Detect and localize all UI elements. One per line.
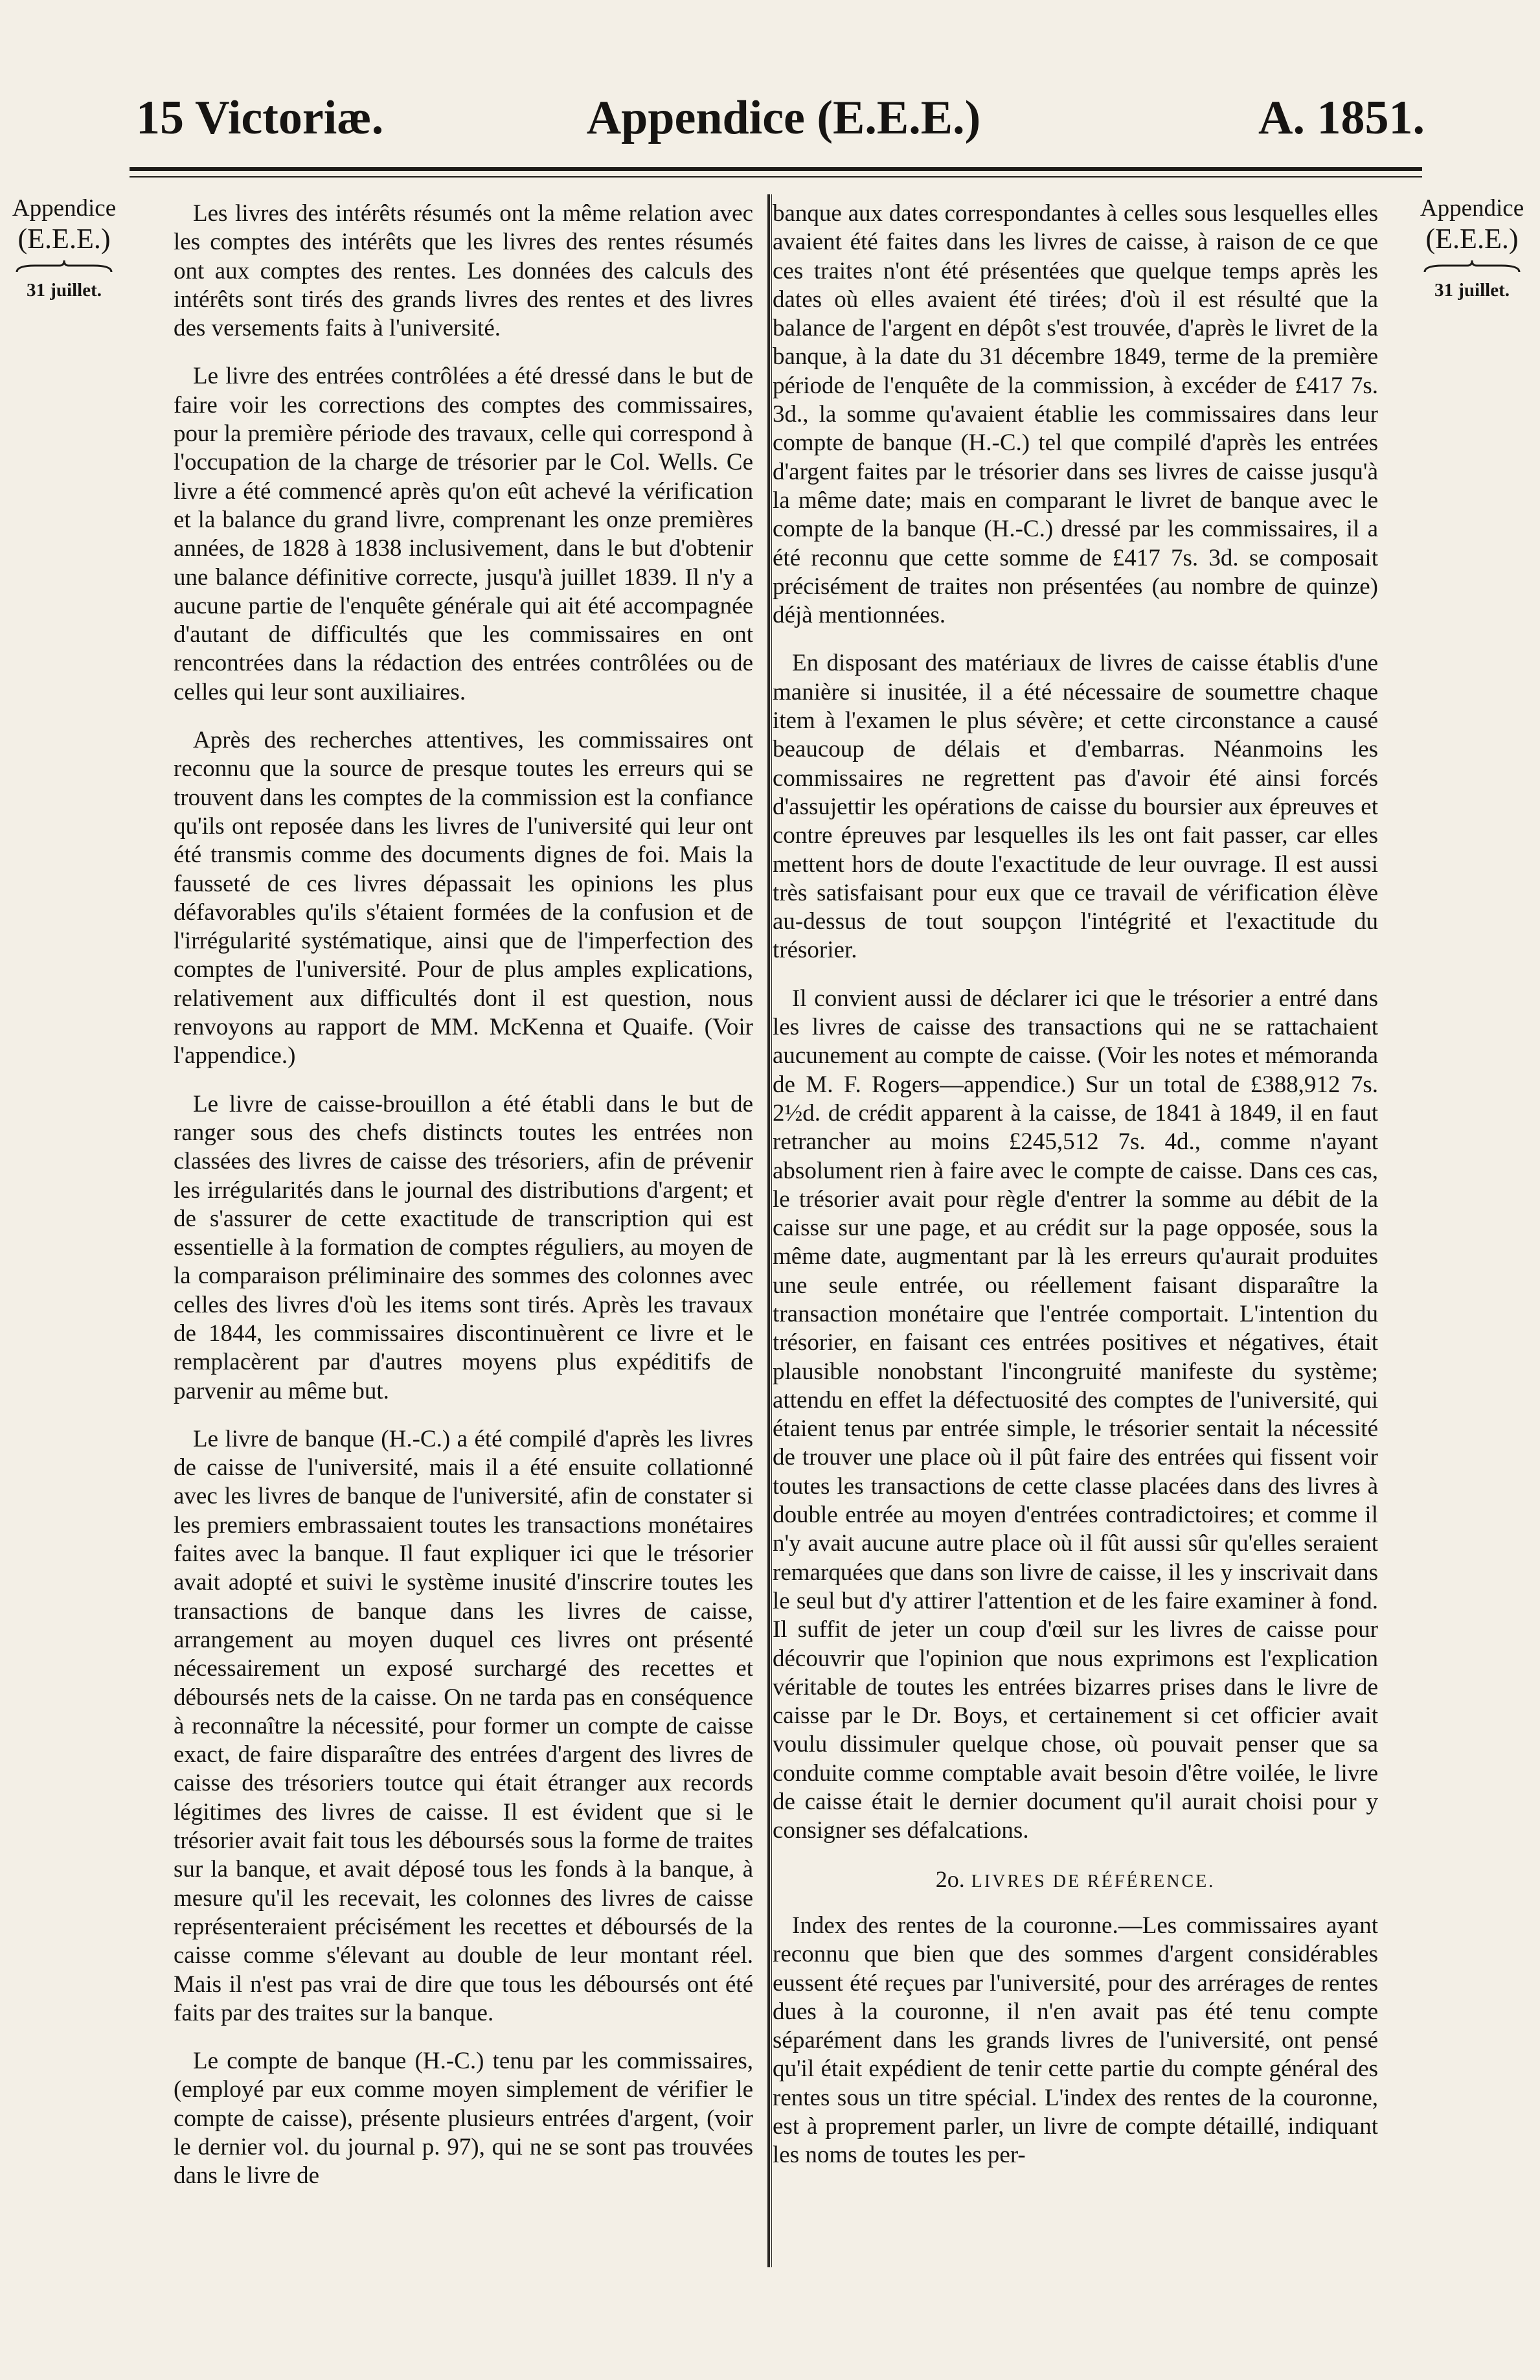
- section-title: LIVRES DE RÉFÉRENCE.: [971, 1871, 1216, 1892]
- right-margin-date: 31 juillet.: [1434, 280, 1510, 301]
- page-header: [136, 91, 1425, 155]
- paragraph-bank-book: Le livre de banque (H.-C.) a été compilé d'après les livres de caisse de l'université, mais il a été ensuite collationné avec les livres de banque de l'université, afin de constater si les premiers embrassaient toutes les transactions monétaires faites avec la banque. Il faut expliquer ici que le trésorier avait adopté et suivi le système inusité d'inscrire toutes les transactions de banque dans les livres de caisse, arrangement au moyen duquel ces livres ont présenté nécessairement un exposé surchargé des recettes et déboursés nets de la caisse. On ne tarda pas en conséquence à reconnaître la nécessité, pour former un compte de caisse exact, de faire disparaître des entrées d'argent des livres de caisse des trésoriers toutce qui était étranger aux records légitimes des livres de caisse. Il est évident que si le trésorier avait fait tous les déboursés sous la forme de traites sur la banque, et avait déposé tous les fonds à la banque, à mesure qu'il les recevait, les colonnes des livres de caisse représenteraient précisément les recettes et déboursés de la caisse comme s'élevant au double de leur montant réel. Mais il n'est pas vrai de dire que tous les déboursés ont été faits par des traites sur la banque.: [174, 1425, 753, 2026]
- header-appendix: Appendice (E.E.E.): [586, 91, 981, 144]
- left-column: [174, 200, 753, 2210]
- paragraph-treasurer-entries: Il convient aussi de déclarer ici que le trésorier a entré dans les livres de caisse des transactions qui ne se rattachaient aucunement au compte de caisse. (Voir les notes et mémoranda de M. F. Rogers—appendice.) Sur un total de £388,912 7s. 2½d. de crédit apparent à la caisse, de 1841 à 1849, il en faut retrancher au moins £245,512 7s. 4d., comme n'ayant absolument rien à faire avec le compte de caisse. Dans ces cas, le trésorier avait pour règle d'entrer la somme au débit de la caisse sur une page, et au crédit sur la page opposée, sous la même date, augmentant par là les erreurs qu'aurait produites une seule entrée, ou réellement faisant disparaître la transaction monétaire que l'entrée comportait. L'intention du trésorier, en faisant ces entrées positives et négatives, était plausible nonobstant l'incongruité manifeste du système; attendu en effet la défectuosité des comptes de l'université, qui étaient tenus par entrée simple, le trésorier sentait la nécessité de trouver une place où il pût faire des entrées qui fissent voir toutes les transactions de cette classe placées dans des livres à double entrée au moyen d'entrées contradictoires; et comme il n'y avait aucune autre place où il fût aussi sûr qu'elles seraient remarquées que dans son livre de caisse, il les y inscrivait dans le seul but d'y attirer l'attention et de les faire examiner à fond. Il suffit de jeter un coup d'œil sur les livres de caisse pour découvrir que l'opinion que nous exprimons est l'explication véritable de toutes les entrées bizarres prises dans le livre de caisse par le Dr. Boys, et certainement si cet officier avait voulu dissimuler quelque chose, où pouvait penser que sa conduite comme comptable avait besoin d'être voilée, le livre de caisse était le dernier document qu'il aurait choisi pour y consigner ses défalcations.: [773, 985, 1378, 1844]
- paragraph-research: Après des recherches attentives, les commissaires ont reconnu que la source de presque toutes les erreurs qui se trouvent dans les comptes de la commission est la confiance qu'ils ont reposée dans les livres de l'université qui leur ont été transmis comme des documents dignes de foi. Mais la fausseté de ces livres dépassait les opinions les plus défavorables qu'ils s'étaient formées de la confusion et de l'irrégularité systématique, ainsi que de l'imperfection des comptes de l'université. Pour de plus amples explications, relativement aux difficultés dont il est question, nous renvoyons au rapport de MM. McKenna et Quaife. (Voir l'appendice.): [174, 727, 753, 1070]
- right-column: [773, 200, 1378, 2190]
- column-divider-thin: [771, 194, 772, 2267]
- right-margin-title: Appendice: [1420, 195, 1524, 222]
- paragraph-bank-account: Le compte de banque (H.-C.) tenu par les commissaires, (employé par eux comme moyen simplement de vérifier le compte de caisse), présente plusieurs entrées d'argent, (voir le dernier vol. du journal p. 97), qui ne se sont pas trouvées dans le livre de: [174, 2048, 753, 2190]
- header-year: A. 1851.: [1258, 91, 1425, 144]
- section-number: 2o.: [935, 1866, 965, 1892]
- paragraph-interest-books: Les livres des intérêts résumés ont la même relation avec les comptes des intérêts que les livres des rentes résumés ont aux comptes des rentes. Les données des calculs des intérêts sont tirés des grands livres des rentes et des livres des versements faits à l'université.: [174, 200, 753, 342]
- right-margin-brace: [1423, 259, 1521, 273]
- header-session: 15 Victoriæ.: [136, 91, 384, 144]
- column-divider: [767, 194, 770, 2267]
- right-margin-subtitle: (E.E.E.): [1425, 223, 1519, 255]
- paragraph-cash-draft-book: Le livre de caisse-brouillon a été établi dans le but de ranger sous des chefs distincts toutes les entrées non classées des livres de caisse des trésoriers, afin de prévenir les irrégularités dans le journal des distributions d'argent; et de s'assurer de cette exactitude de transcription qui est essentielle à la formation de comptes réguliers, au moyen de la comparaison préliminaire des sommes des colonnes avec celles des livres d'où les items sont tirés. Après les travaux de 1844, les commissaires discontinuèrent ce livre et le remplacèrent par d'autres moyens plus expéditifs de parvenir au même but.: [174, 1090, 753, 1404]
- left-margin-subtitle: (E.E.E.): [17, 223, 111, 255]
- left-margin-note: [3, 194, 126, 301]
- left-margin-date: 31 juillet.: [27, 280, 102, 301]
- paragraph-crown-rents-index: Index des rentes de la couronne.—Les commissaires ayant reconnu que bien que des sommes d'argent considérables eussent été reçues par l'université, pour des arrérages de rentes dues à la couronne, il n'en avait pas été tenu compte séparément dans les grands livres de l'université, ont pensé qu'il était expédient de tenir cette partie du compte général des rentes sous un titre spécial. L'index des rentes de la couronne, est à proprement parler, un livre de compte détaillé, indiquant les noms de toutes les per-: [773, 1912, 1378, 2169]
- paragraph-controlled-entries: Le livre des entrées contrôlées a été dressé dans le but de faire voir les corrections des comptes des commissaires, pour la première période des travaux, celle qui correspond à l'occupation de la charge de trésorier par le Col. Wells. Ce livre a été commencé après qu'on eût achevé la vérification et la balance du grand livre, comprenant les onze premières années, de 1828 à 1838 inclusivement, dans le but d'obtenir une balance définitive correcte, jusqu'à juillet 1839. Il n'y a aucune partie de l'enquête générale qui ait été accompagnée d'autant de difficultés que les commissaires en ont rencontrées dans la rédaction des entrées contrôlées ou de celles qui leur sont auxiliaires.: [174, 363, 753, 705]
- left-margin-brace: [16, 259, 113, 273]
- left-margin-title: Appendice: [12, 195, 117, 222]
- header-rule-thick: [130, 167, 1422, 171]
- section-heading: [773, 1865, 1378, 1896]
- paragraph-materials: En disposant des matériaux de livres de caisse établis d'une manière si inusitée, il a été nécessaire de soumettre chaque item à l'examen le plus sévère; et cette circonstance a causé beaucoup de délais et d'embarras. Néanmoins les commissaires ne regrettent pas d'avoir été ainsi forcés d'assujettir les opérations de caisse du boursier aux épreuves et contre épreuves par lesquelles ils les ont fait passer, car elles mettent hors de doute l'exactitude de leur ouvrage. Il est aussi très satisfaisant pour eux que ce travail de vérification élève au-dessus de tout soupçon l'intégrité et l'exactitude du trésorier.: [773, 650, 1378, 964]
- header-rule-thin: [130, 176, 1422, 177]
- paragraph-bank-continued: banque aux dates correspondantes à celles sous lesquelles elles avaient été faites dans les livres de caisse, à raison de ce que ces traites n'ont été présentées que quelque temps après les dates où elles avaient été tirées; d'où il est résulté que la balance de l'argent en dépôt s'est trouvée, d'après le livret de la banque, à la date du 31 décembre 1849, terme de la première période de l'enquête de la commission, à excéder de £417 7s. 3d., la somme qu'avaient établie les commissaires dans leur compte de banque (H.-C.) tel que compilé d'après les entrées d'argent faites par le trésorier dans ses livres de caisse jusqu'à la même date; mais en comparant le livret de banque avec le compte de la banque (H.-C.) dressé par les commissaires, il a été reconnu que cette somme de £417 7s. 3d. se composait précisément de traites non présentées (au nombre de quinze) déjà mentionnées.: [773, 200, 1378, 629]
- right-margin-note: [1410, 194, 1534, 301]
